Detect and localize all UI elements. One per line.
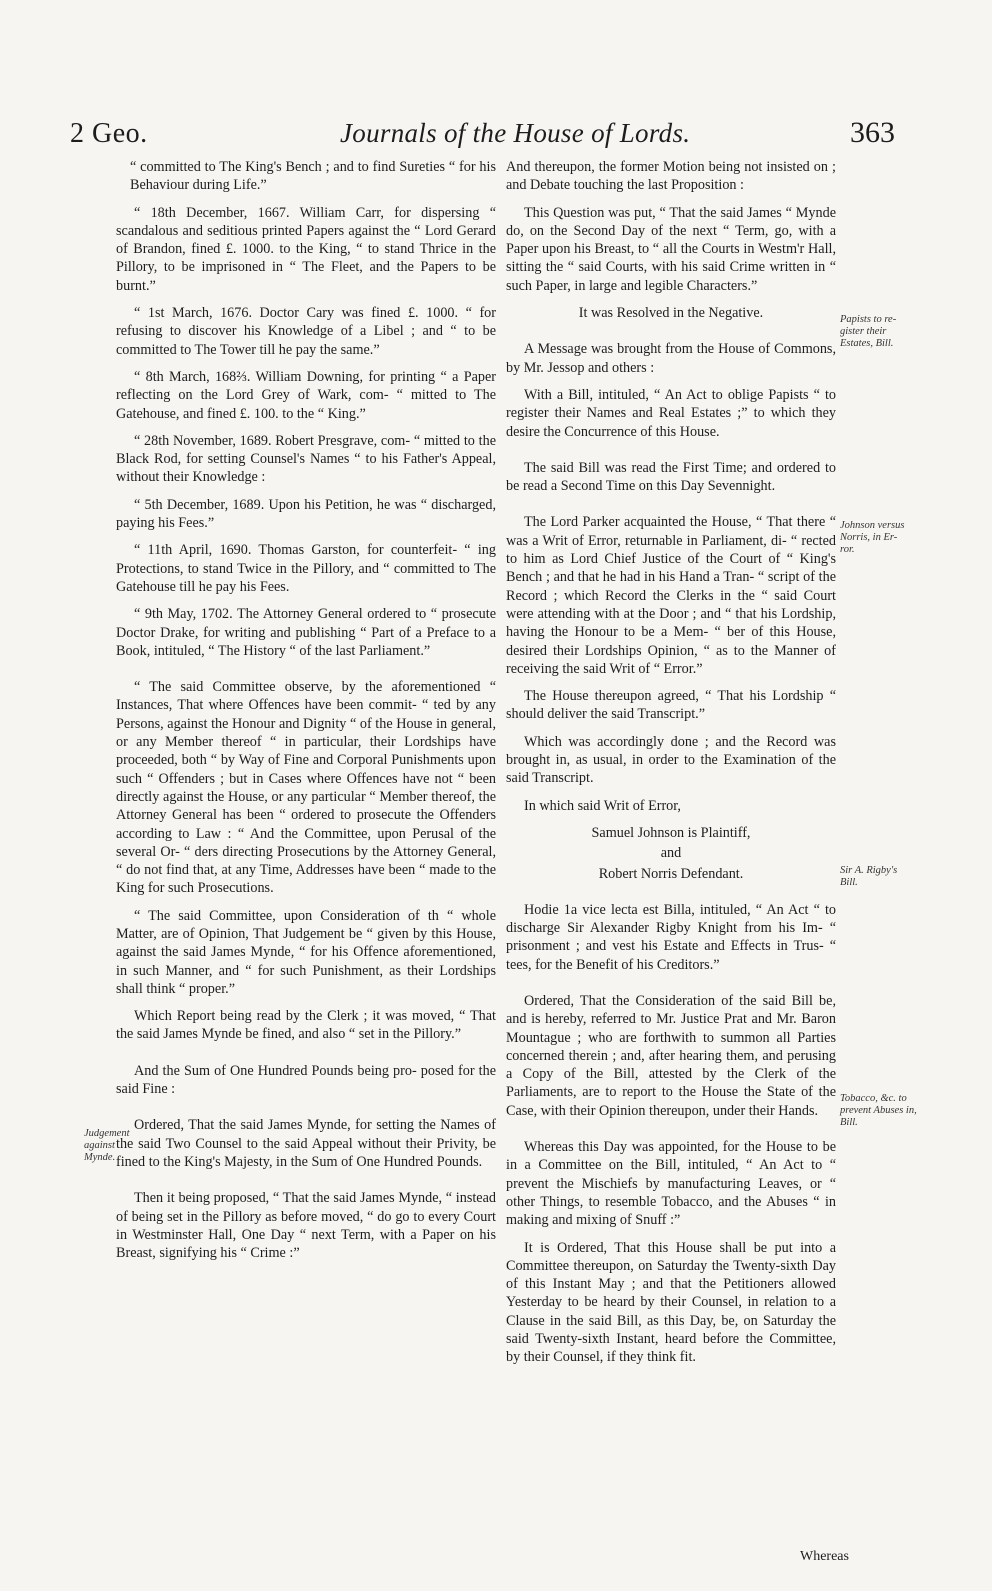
margin-note-papists: Papists to re- gister their Estates, Bill. xyxy=(840,314,897,349)
paragraph: With a Bill, intituled, “ An Act to oblige Papists “ to register their Names and Real Estates ;” to which they desire the Concurrence of this House. xyxy=(506,386,836,440)
paragraph: The House thereupon agreed, “ That his Lordship “ should deliver the said Transcript.” xyxy=(506,688,836,723)
margin-note-judgement: Judgement against Mynde. xyxy=(84,1128,130,1163)
paragraph: In which said Writ of Error, xyxy=(524,797,681,814)
page-number: 363 xyxy=(850,116,895,149)
paragraph: “ The said Committee observe, by the aforementioned “ Instances, That where Offences have been commit- “ ted by any Persons, against the Honour and Dignity “ of the House in general, or any Member thereof “ in particular, their Lordships have proceeded, both “ by Way of Fine and Corporal Punishments upon such “ Offenders ; but in Cases where Offences have not “ been directly against the House, or any particular “ Member thereof, the Attorney General has been “ ordered to prosecute the Offenders according to Law : “ And the Committee, upon Perusal of the several Or- “ ders directing Prosecutions by the Attorney General, “ do not find that, at any Time, Addresses have been “ made to the King for such Prosecutions. xyxy=(116,679,496,897)
paragraph: A Message was brought from the House of Commons, by Mr. Jessop and others : xyxy=(506,341,836,376)
paragraph: Which was accordingly done ; and the Record was brought in, as usual, in order to the Examination of the said Transcript. xyxy=(506,733,836,787)
paragraph: “ 5th December, 1689. Upon his Petition, he was “ discharged, paying his Fees.” xyxy=(116,496,496,532)
paragraph: “ 28th November, 1689. Robert Presgrave, com- “ mitted to the Black Rod, for setting Counsel's Names “ to his Father's Appeal, without their Knowledge : xyxy=(116,432,496,486)
paragraph: And thereupon, the former Motion being not insisted on ; and Debate touching the last Proposition : xyxy=(506,159,836,194)
paragraph: “ 18th December, 1667. William Carr, for dispersing “ scandalous and seditious printed Papers against the “ Lord Gerard of Brandon, fined £. 1000. to the King, “ to stand Thrice in the Pillory, to be imprisoned in “ The Fleet, and the Papers to be burnt.” xyxy=(116,204,496,294)
paragraph: It is Ordered, That this House shall be put into a Committee thereupon, on Saturday the Twenty-sixth Day of this Instant May ; and that the Petitioners allowed Yesterday to be heard by their Counsel, in relation to a Clause in the said Bill, as this Day, be, on Saturday the said Twenty-sixth Instant, heard before the Committee, by their Counsel, if they think fit. xyxy=(506,1239,836,1366)
paragraph: Whereas this Day was appointed, for the House to be in a Committee on the Bill, intituled, “ An Act to “ prevent the Mischiefs by manufacturing Leaves, or “ other Things, to resemble Tobacco, and the Abuses “ in making and mixing of Snuff :” xyxy=(506,1139,836,1229)
left-column xyxy=(116,158,496,1271)
running-head-reign: 2 Geo. xyxy=(70,118,148,149)
paragraph: “ 1st March, 1676. Doctor Cary was fined £. 1000. “ for refusing to discover his Knowledge of a Libel ; and “ to be committed to The Tower till he pay the same.” xyxy=(116,305,496,358)
margin-note-rigby: Sir A. Rigby's Bill. xyxy=(840,865,898,888)
paragraph: The said Bill was read the First Time; and ordered to be read a Second Time on this Day Sevennight. xyxy=(506,459,836,495)
paragraph: “ 9th May, 1702. The Attorney General ordered to “ prosecute Doctor Drake, for writing and publishing “ Part of a Preface to a Book, intituled, “ The History “ of the last Parliament.” xyxy=(116,606,496,659)
paragraph: “ 8th March, 168⅔. William Downing, for printing “ a Paper reflecting on the Lord Grey of Wark, com- “ mitted to The Gatehouse, and fined £. 100. to the “ King.” xyxy=(116,368,496,422)
paragraph: Ordered, That the Consideration of the said Bill be, and is hereby, referred to Mr. Justice Prat and Mr. Baron Mountague ; who are forthwith to summon all Parties concerned therein ; and, after hearing them, and perusing a Copy of the Bill, attested by the Clerk of the Parliaments, are to report to the House the State of the Case, with their Opinion thereupon, under their Hands. xyxy=(506,992,836,1119)
margin-note-johnson: Johnson versus Norris, in Er- ror. xyxy=(840,520,905,555)
margin-note-tobacco: Tobacco, &c. to prevent Abuses in, Bill. xyxy=(840,1093,917,1128)
paragraph: “ The said Committee, upon Consideration of th “ whole Matter, are of Opinion, That Judgement be “ given by this House, against the said James Mynde, “ for his Offence aforementioned, in such Manner, and “ for such Punishment, as their Lordships shall think “ proper.” xyxy=(116,907,496,997)
right-column xyxy=(506,158,836,1376)
catchword: Whereas xyxy=(800,1549,849,1564)
paragraph: “ committed to The King's Bench ; and to find Sureties “ for his Behaviour during Life.” xyxy=(130,159,496,194)
paragraph: Ordered, That the said James Mynde, for setting the Names of the said Two Counsel to the said Appeal without their Privity, be fined to the King's Majesty, in the Sum of One Hundred Pounds. xyxy=(116,1117,496,1170)
paragraph: Then it being proposed, “ That the said James Mynde, “ instead of being set in the Pillory as before moved, “ do go to every Court in Westminster Hall, One Day “ next Term, with a Paper on his Breast, signifying his “ Crime :” xyxy=(116,1190,496,1262)
parties-line: Samuel Johnson is Plaintiff, xyxy=(591,824,751,841)
paragraph: It was Resolved in the Negative. xyxy=(578,305,764,322)
paragraph: “ 11th April, 1690. Thomas Garston, for counterfeit- “ ing Protections, to stand Twice in the Pillory, and “ committed to The Gatehouse till he pay his Fees. xyxy=(116,542,496,595)
parties-line: and xyxy=(660,845,682,862)
paragraph: And the Sum of One Hundred Pounds being pro- posed for the said Fine : xyxy=(116,1062,496,1098)
paragraph: Which Report being read by the Clerk ; it was moved, “ That the said James Mynde be fined, and also “ set in the Pillory.” xyxy=(116,1008,496,1043)
parties-line: Robert Norris Defendant. xyxy=(598,865,744,882)
running-head-title: Journals of the House of Lords. xyxy=(340,118,691,148)
paragraph: Hodie 1a vice lecta est Billa, intituled, “ An Act “ to discharge Sir Alexander Rigby Knight from his Im- “ prisonment ; and vest his Estate and Effects in Trus- “ tees, for the Benefit of his Creditors.” xyxy=(506,901,836,973)
paragraph: This Question was put, “ That the said James “ Mynde do, on the Second Day of the next “ Term, go, with a Paper upon his Breast, to “ all the Courts in Westm'r Hall, sitting the “ said Courts, with his said Crime written in “ such Paper, in large and legible Characters.” xyxy=(506,204,836,294)
paragraph: The Lord Parker acquainted the House, “ That there “ was a Writ of Error, returnable in Parliament, di- “ rected to him as Lord Chief Justice of the Court of “ King's Bench ; and that he had in his Hand a Tran- “ script of the Record ; which Record the Clerks in the “ said Court were attending with at the Door ; and “ that his Lordship, having the Honour to be a Mem- “ ber of this House, desired their Lordships Opinion, “ as to the Manner of receiving the said Writ of “ Error.” xyxy=(506,514,836,677)
